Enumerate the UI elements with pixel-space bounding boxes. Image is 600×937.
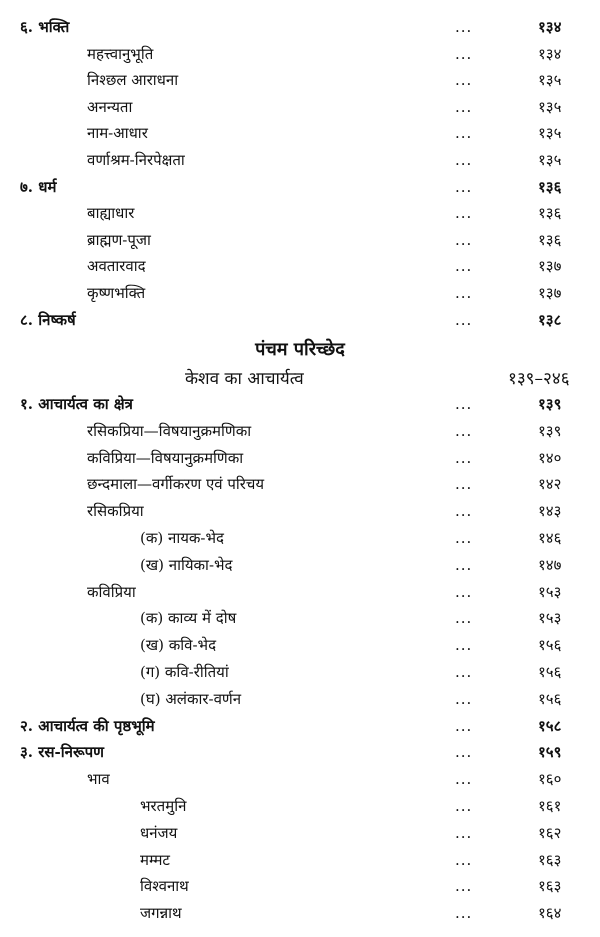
toc-page-number: १३४ — [538, 44, 562, 63]
toc-leader-dots: ... — [455, 636, 473, 655]
toc-entry — [0, 847, 600, 873]
toc-leader-dots: ... — [455, 663, 473, 681]
toc-entry-title: वर्णाश्रम-निरपेक्षता — [87, 151, 185, 169]
toc-page-number: १६३ — [538, 877, 562, 896]
toc-leader-dots: ... — [455, 44, 473, 63]
toc-page-number: १३५ — [538, 124, 562, 143]
toc-entry — [0, 632, 600, 658]
toc-leader-dots: ... — [455, 904, 473, 923]
toc-leader-dots: ... — [455, 743, 473, 762]
toc-page-number: १६० — [538, 770, 562, 789]
toc-entry — [0, 552, 600, 578]
toc-entry — [0, 120, 600, 146]
chapter-heading: पंचम परिच्छेद — [255, 339, 345, 360]
toc-entry-title: ६. भक्ति — [20, 18, 70, 36]
toc-entry-title: ब्राह्मण-पूजा — [87, 230, 151, 249]
toc-leader-dots: ... — [455, 230, 473, 249]
toc-leader-dots: ... — [455, 97, 473, 116]
toc-page-number: १५६ — [538, 689, 562, 708]
toc-entry-title: बाह्याधार — [87, 204, 135, 223]
toc-leader-dots: ... — [455, 850, 473, 869]
toc-entry — [0, 174, 600, 200]
toc-page-number: १३७ — [538, 284, 562, 302]
toc-entry-title: ३. रस-निरूपण — [20, 743, 104, 762]
toc-entry-title: विश्वनाथ — [140, 877, 189, 896]
toc-page-number: १६४ — [538, 904, 562, 923]
toc-entry — [0, 525, 600, 551]
toc-entry-title: अवतारवाद — [87, 257, 146, 276]
toc-entry — [0, 227, 600, 253]
toc-entry — [0, 418, 600, 444]
toc-leader-dots: ... — [455, 284, 473, 302]
toc-page-number: १३९ — [538, 421, 562, 440]
toc-leader-dots: ... — [455, 689, 473, 708]
toc-entry — [0, 307, 600, 333]
toc-leader-dots: ... — [455, 797, 473, 815]
toc-entry — [0, 147, 600, 173]
toc-leader-dots: ... — [455, 555, 473, 574]
toc-leader-dots: ... — [455, 71, 473, 90]
toc-entry-title: कृष्णभक्ति — [87, 284, 146, 302]
toc-page-number: १६१ — [538, 797, 562, 815]
toc-leader-dots: ... — [455, 177, 473, 196]
toc-page-number: १३६ — [538, 230, 562, 249]
toc-page-number: १४६ — [538, 529, 562, 547]
toc-entry — [0, 713, 600, 739]
toc-page-number: १४३ — [538, 502, 562, 521]
toc-leader-dots: ... — [455, 448, 473, 467]
toc-leader-dots: ... — [455, 395, 473, 413]
toc-entry-title: ७. धर्म — [20, 177, 57, 196]
toc-page-number: १५३ — [538, 582, 562, 601]
toc-entry-title: कविप्रिया—विषयानुक्रमणिका — [87, 448, 244, 467]
toc-entry-title: रसिकप्रिया — [87, 502, 144, 521]
toc-entry — [0, 94, 600, 120]
toc-entry-title: १. आचार्यत्व का क्षेत्र — [20, 395, 133, 413]
toc-entry — [0, 445, 600, 471]
toc-entry-title: निश्छल आराधना — [87, 71, 179, 90]
toc-page-number: १५६ — [538, 663, 562, 681]
toc-leader-dots: ... — [455, 770, 473, 789]
toc-leader-dots: ... — [455, 582, 473, 601]
toc-entry — [0, 873, 600, 899]
toc-entry — [0, 391, 600, 417]
toc-entry — [0, 793, 600, 819]
chapter-subheading: केशव का आचार्यत्व — [185, 369, 304, 389]
toc-entry — [0, 200, 600, 226]
toc-page-number: १४७ — [538, 555, 562, 574]
toc-leader-dots: ... — [455, 502, 473, 521]
toc-entry-title: भाव — [87, 770, 110, 789]
toc-entry — [0, 739, 600, 765]
toc-entry-title: (क) नायक-भेद — [140, 529, 225, 547]
toc-entry-title: (ख) नायिका-भेद — [140, 555, 233, 574]
toc-entry-title: २. आचार्यत्व की पृष्ठभूमि — [20, 716, 155, 735]
toc-leader-dots: ... — [455, 609, 473, 628]
toc-leader-dots: ... — [455, 124, 473, 143]
toc-page-number: १३८ — [538, 310, 562, 329]
toc-entry — [0, 820, 600, 846]
toc-entry — [0, 253, 600, 279]
toc-page-number: १५६ — [538, 636, 562, 655]
toc-leader-dots: ... — [455, 823, 473, 842]
toc-page-number: १५९ — [538, 743, 562, 762]
toc-page-number: १५३ — [538, 609, 562, 628]
toc-page-number: १६३ — [538, 850, 562, 869]
toc-entry-title: ८. निष्कर्ष — [20, 310, 76, 329]
toc-page-number: १६२ — [538, 823, 562, 842]
toc-entry — [0, 686, 600, 712]
toc-leader-dots: ... — [455, 257, 473, 276]
toc-entry-title: (ख) कवि-भेद — [140, 636, 217, 655]
toc-leader-dots: ... — [455, 529, 473, 547]
toc-leader-dots: ... — [455, 204, 473, 223]
toc-entry — [0, 67, 600, 93]
toc-leader-dots: ... — [455, 877, 473, 896]
toc-entry-title: (ग) कवि-रीतियां — [140, 663, 229, 681]
toc-entry-title: नाम-आधार — [87, 124, 148, 143]
toc-leader-dots: ... — [455, 716, 473, 735]
toc-page-number: १३७ — [538, 257, 562, 276]
toc-entry-title: मम्मट — [140, 850, 170, 869]
toc-entry-title: रसिकप्रिया—विषयानुक्रमणिका — [87, 421, 252, 440]
toc-entry — [0, 579, 600, 605]
toc-entry-title: छन्दमाला—वर्गीकरण एवं परिचय — [87, 475, 265, 494]
toc-leader-dots: ... — [455, 475, 473, 494]
toc-page-number: १३५ — [538, 97, 562, 116]
toc-leader-dots: ... — [455, 421, 473, 440]
toc-entry — [0, 605, 600, 631]
toc-leader-dots: ... — [455, 310, 473, 329]
chapter-page-range: १३९–२४६ — [508, 369, 570, 389]
toc-entry — [0, 471, 600, 497]
toc-entry-title: महत्त्वानुभूति — [87, 44, 154, 63]
toc-page-number: १४० — [538, 448, 562, 467]
toc-entry-title: कविप्रिया — [87, 582, 136, 601]
toc-entry-title: (क) काव्य में दोष — [140, 609, 237, 628]
toc-page-number: १३४ — [538, 18, 562, 36]
toc-entry — [0, 900, 600, 926]
toc-entry — [0, 766, 600, 792]
toc-page-number: १५८ — [538, 716, 562, 735]
toc-entry — [0, 41, 600, 67]
toc-entry — [0, 280, 600, 306]
toc-page-number: १३६ — [538, 204, 562, 223]
toc-page-number: १३९ — [538, 395, 562, 413]
toc-page-number: १३५ — [538, 71, 562, 90]
toc-entry-title: जगन्नाथ — [140, 904, 182, 923]
toc-entry — [0, 14, 600, 40]
toc-page-number: १३६ — [538, 177, 562, 196]
toc-page-number: १४२ — [538, 475, 562, 494]
toc-entry-title: धनंजय — [140, 823, 178, 842]
toc-entry-title: भरतमुनि — [140, 797, 187, 815]
toc-leader-dots: ... — [455, 151, 473, 169]
toc-entry-title: अनन्यता — [87, 97, 133, 116]
toc-leader-dots: ... — [455, 18, 473, 36]
toc-page-number: १३५ — [538, 151, 562, 169]
toc-entry-title: (घ) अलंकार-वर्णन — [140, 689, 242, 708]
toc-entry — [0, 659, 600, 685]
toc-entry — [0, 498, 600, 524]
